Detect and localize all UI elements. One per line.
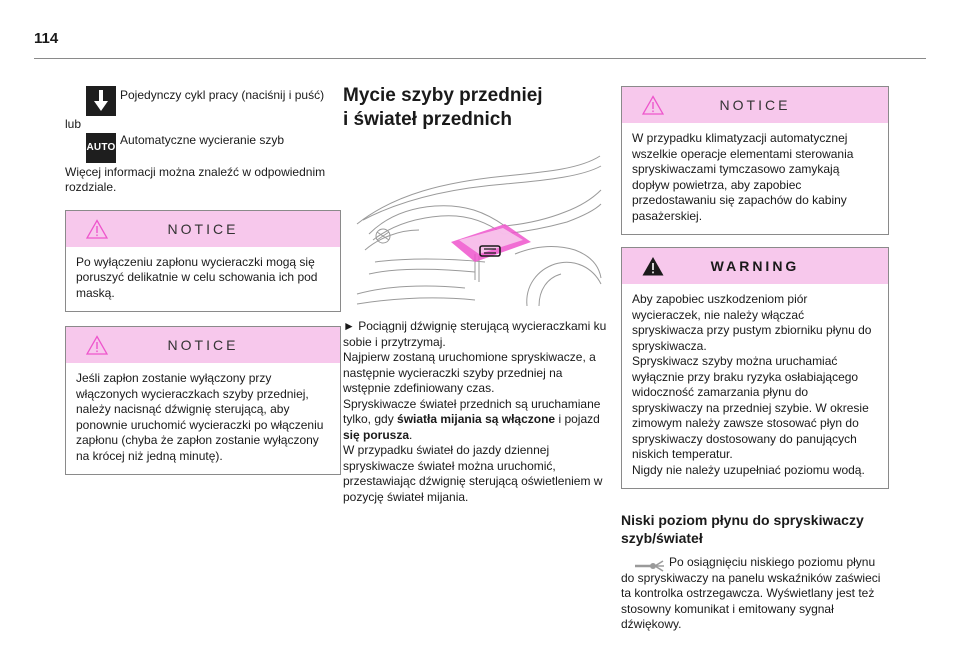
notice-body: W przypadku klimatyzacji automatycznej wszelkie operacje elementami sterowania spryskiwaczami tymczasowo zamykają dopływ powietrza, aby zapobiec przedostawaniu się zapachów do kabiny pasażerskiej.: [632, 131, 854, 223]
warning-triangle-icon: [642, 256, 664, 276]
warning-text-3: Nigdy nie należy uzupełniać poziomu wodą.: [632, 462, 865, 477]
notice-box-1: [65, 210, 341, 313]
instruction-text-2: Najpierw zostaną uruchomione spryskiwacze, a następnie wycieraczki szyby przedniej na wstępnie zdefiniowany czas.: [343, 350, 596, 395]
warning-body: [622, 284, 888, 488]
notice-title: NOTICE: [167, 220, 239, 237]
low-level-text: Po osiągnięciu niskiego poziomu płynu do spryskiwaczy na panelu wskaźników zaświeci ta kontrolka ostrzegawcza. Wyświetlany jest też stosowny komunikat i emitowany sygnał dźwiękowy.: [621, 555, 881, 631]
section-title-line1: Mycie szyby przedniej: [343, 85, 543, 106]
washer-fluid-icon: [633, 555, 669, 577]
instruction-text-3: Spryskiwacze świateł przednich są uruchamiane tylko, gdy światła mijania są włączone i pojazd się porusza.: [343, 396, 601, 442]
warning-title: WARNING: [710, 258, 800, 274]
warning-triangle-icon: [86, 219, 108, 239]
warning-box: [621, 247, 889, 489]
instruction-step-1: ► Pociągnij dźwignię sterującą wycieraczkami ku sobie i przytrzymaj.: [343, 319, 607, 349]
notice-title: NOTICE: [719, 97, 791, 113]
notice-header: [66, 211, 340, 247]
single-cycle-text: Pojedynczy cykl pracy (naciśnij i puść): [120, 88, 325, 102]
column-2: [343, 84, 613, 505]
notice-title: NOTICE: [167, 337, 239, 353]
low-level-block: [621, 555, 889, 633]
notice-box-3: [621, 86, 889, 235]
warning-text-2: Spryskiwacz szyby można uruchamiać wyłącznie przy braku ryzyka osłabiającego widoczność zamarzania płynu do spryskiwaczy na przedniej szybie. W okresie zimowym należy zawsze stosować płyn do spryskiwaczy dostosowany do panujących niskich temperatur.: [632, 354, 869, 461]
auto-wipe-row: [86, 133, 341, 163]
notice-header: [66, 327, 340, 363]
low-level-title: Niski poziom płynu do spryskiwaczy szyb/świateł: [621, 512, 864, 546]
notice-box-2: [65, 326, 341, 475]
auto-icon: AUTO: [86, 133, 116, 163]
column-3: [621, 86, 889, 633]
notice-body: Po wyłączeniu zapłonu wycieraczki mogą się poruszyć delikatnie w celu schowania ich pod maską.: [76, 254, 318, 300]
instruction-text-4: W przypadku świateł do jazdy dziennej spryskiwacze świateł można uruchomić, przestawiając dźwignię sterującą oświetleniem w pozycję świateł mijania.: [343, 443, 603, 504]
auto-wipe-text: Automatyczne wycieranie szyb: [120, 132, 285, 147]
or-label: lub: [65, 117, 82, 131]
warning-triangle-icon: [642, 95, 664, 115]
notice-body: Jeśli zapłon zostanie wyłączony przy włączonych wycieraczkach szyby przedniej, należy nacisnąć dźwignię sterującą, aby ponownie uruchomić wycieraczki po włączeniu zapłonu (chyba że zapłon zostanie wyłączony na krócej niż jedną minutę).: [76, 371, 324, 463]
car-front-illustration: [355, 154, 603, 308]
warning-header: [622, 248, 888, 284]
section-title-line2: i świateł przednich: [343, 109, 512, 130]
warning-text-1: Aby zapobiec uszkodzeniom piór wycieraczek, nie należy włączać spryskiwacza przy pustym zbiorniku płynu do spryskiwacza.: [632, 292, 872, 353]
warning-triangle-icon: [86, 335, 108, 355]
instructions: [343, 319, 613, 505]
column-1: [65, 86, 341, 475]
header-divider: [34, 58, 926, 59]
notice-header: [622, 87, 888, 123]
page-number: 114: [34, 30, 59, 47]
single-cycle-row: [86, 86, 341, 116]
more-info-text: Więcej informacji można znaleźć w odpowiednim rozdziale.: [65, 164, 326, 194]
down-arrow-icon: [86, 86, 116, 116]
